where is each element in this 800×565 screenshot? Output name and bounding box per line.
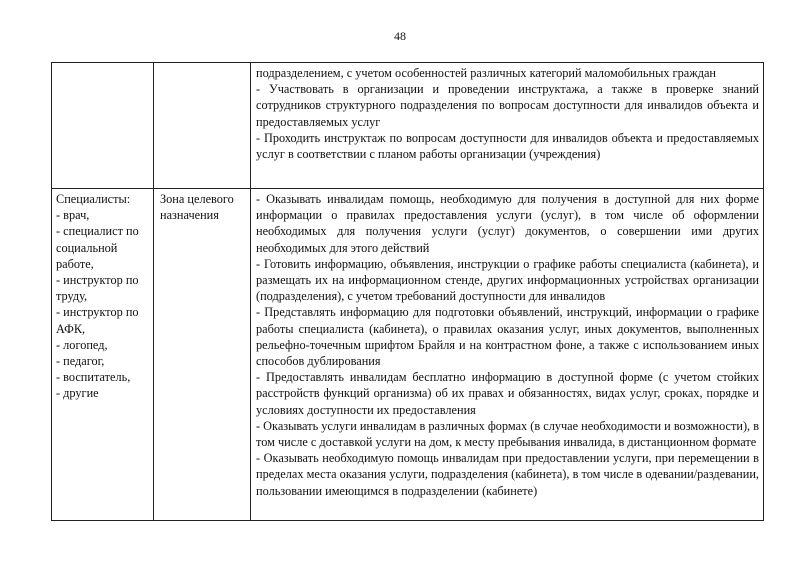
- duty-paragraph: - Оказывать инвалидам помощь, необходимую для получения в доступной для них форме информации о правилах предоставления услуги (услуг), в том числе об оформлении необходимых для получения услуги (услуг) документов, о совершении ими других необходимых для этого действий: [256, 192, 759, 255]
- role-line: Специалисты:: [56, 192, 131, 206]
- role-line: труду,: [56, 289, 88, 304]
- role-cell: [52, 189, 154, 521]
- role-line: - инструктор по: [56, 305, 139, 320]
- duty-paragraph: - Оказывать услуги инвалидам в различных формах (в случае необходимости и возможности), в том числе с доставкой услуги на дом, к месту пребывания инвалида, в дистанционном формате: [256, 418, 760, 450]
- role-line: социальной: [56, 240, 118, 255]
- role-line: - педагог,: [56, 354, 105, 369]
- role-line: - другие: [56, 386, 99, 401]
- duties-cell: [251, 189, 764, 521]
- role-line: - инструктор по: [56, 273, 139, 288]
- page-number: 48: [394, 29, 406, 43]
- responsibilities-table: [51, 62, 764, 521]
- zone-line: назначения: [160, 208, 219, 223]
- zone-cell: [154, 189, 251, 521]
- role-cell: [52, 63, 154, 189]
- role-line: - врач,: [56, 208, 90, 223]
- table-row: [52, 63, 764, 189]
- duties-cell: [251, 63, 764, 189]
- role-line: - логопед,: [56, 337, 108, 352]
- duty-paragraph: - Проходить инструктаж по вопросам доступности для инвалидов объекта и предоставляемых услуг в соответствии с планом работы организации (учреждения): [256, 130, 759, 162]
- table-row: [52, 189, 764, 521]
- duty-paragraph: подразделением, с учетом особенностей различных категорий маломобильных граждан: [256, 66, 717, 80]
- duty-paragraph: - Представлять информацию для подготовки объявлений, инструкций, информации о графике работы специалиста (кабинета), о правилах оказания услуг, иных документов, выполненных рельефно-точечным шрифтом Брайля и на контрастном фоне, а также с использованием иных способов дублирования: [256, 305, 759, 369]
- zone-line: Зона целевого: [160, 192, 234, 206]
- duty-paragraph: - Оказывать необходимую помощь инвалидам при предоставлении услуги, при перемещении в пределах места оказания услуги, подразделения (кабинета), в том числе в одевании/раздевании, пользовании имеющимся в подразделении (кабинете): [256, 451, 759, 498]
- role-line: - специалист по: [56, 224, 139, 239]
- zone-cell: [154, 63, 251, 189]
- duty-paragraph: - Готовить информацию, объявления, инструкции о графике работы специалиста (кабинета), и размещать их на информационном стенде, других информационных устройствах организации (подразделения), с учетом требований доступности для инвалидов: [256, 256, 759, 304]
- role-line: - воспитатель,: [56, 370, 131, 385]
- duty-paragraph: - Предоставлять инвалидам бесплатно информацию в доступной форме (с учетом стойких расстройств функций организма) об их правах и обязанностях, видах услуг, сроках, порядке и условиях доступности их предоставления: [256, 370, 759, 417]
- duty-paragraph: - Участвовать в организации и проведении инструктажа, а также в проверке знаний сотрудников структурного подразделения по вопросам доступности для инвалидов объекта и предоставляемых услуг: [256, 82, 759, 129]
- role-line: работе,: [56, 256, 94, 271]
- role-line: АФК,: [56, 321, 86, 336]
